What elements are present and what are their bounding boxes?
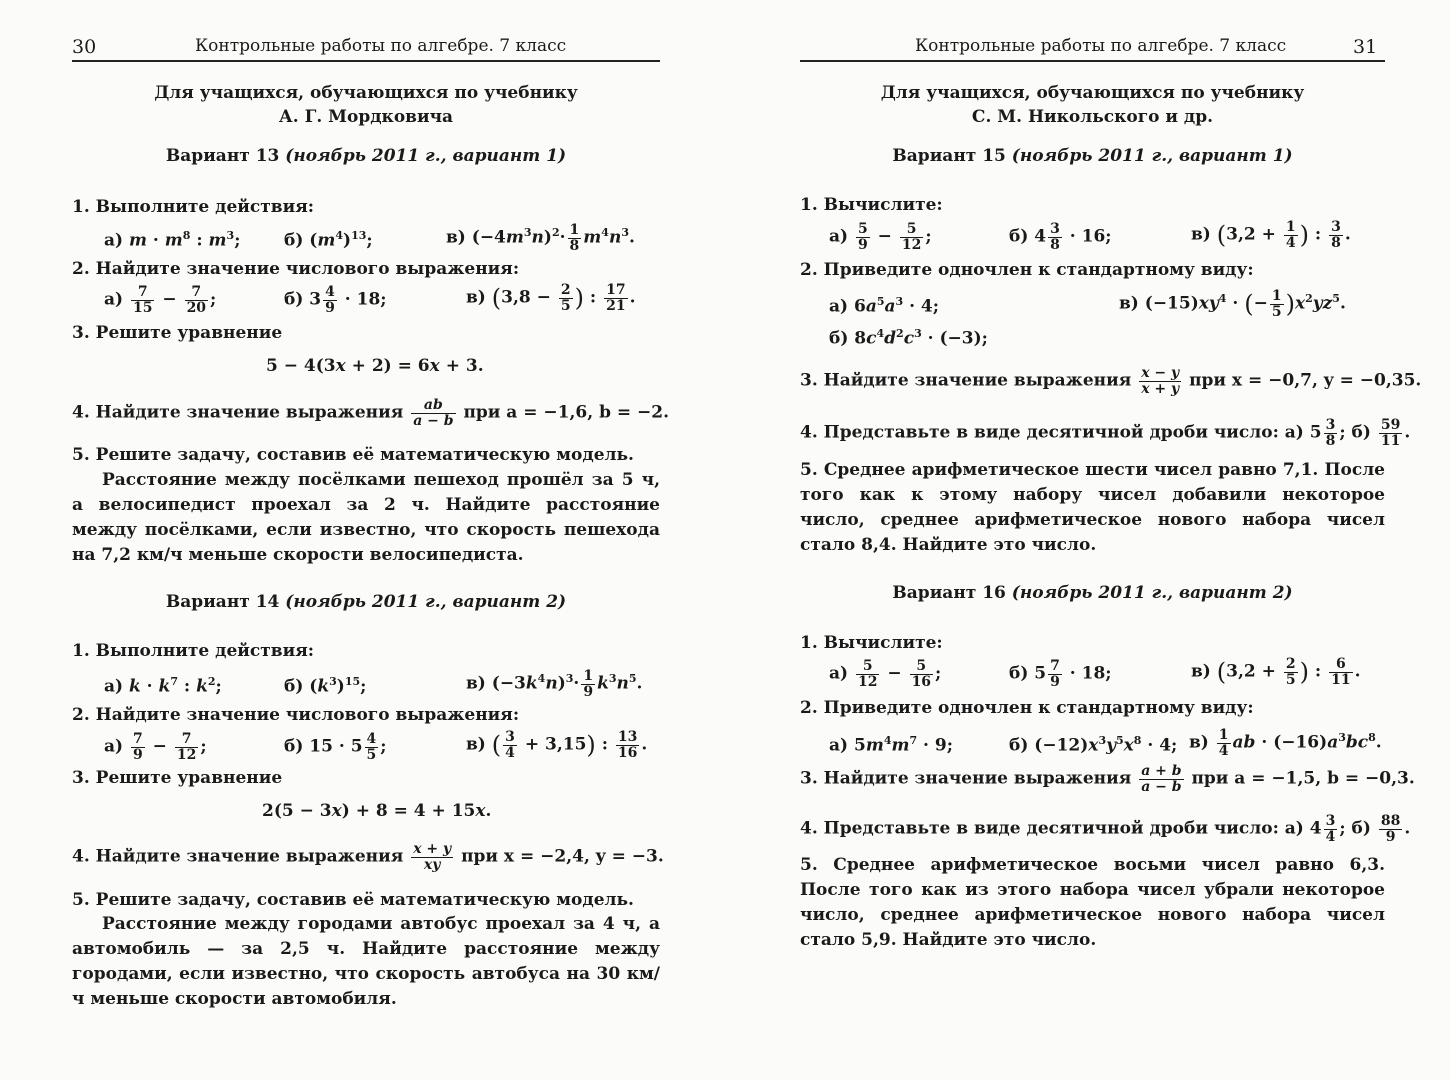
v16-q1: 1. Вычислите: (800, 633, 943, 653)
variant-subtitle: (ноябрь 2011 г., вариант 2) (1011, 583, 1293, 603)
q4-text: 4. Представьте в виде десятичной дроби число: а) (800, 818, 1304, 839)
v15-q1-a: а) $\frac{5}{9}$ − $\frac{5}{12}$ ; (829, 221, 932, 253)
q3-text: 3. Найдите значение выражения (800, 768, 1132, 789)
v14-q2-v: в) ( $\frac{3}{4}$ + 3,15) : $\frac{13}{16}$ . (466, 729, 648, 761)
q4-text: 4. Представьте в виде десятичной дроби число: а) (800, 422, 1304, 443)
variant-13-title (72, 146, 660, 166)
variant-title: Вариант 16 (892, 583, 1006, 603)
heading-line2-right: С. М. Никольского и др. (971, 107, 1214, 127)
page-number-right: 31 (1353, 36, 1378, 58)
v14-q2: 2. Найдите значение числового выражения: (72, 705, 520, 725)
v13-q4 (72, 398, 669, 428)
v14-q4 (72, 842, 664, 872)
variant-title: Вариант 15 (892, 146, 1006, 166)
heading-line1-right: Для учащихся, обучающихся по учебнику (880, 83, 1305, 103)
v13-q1-a: а) $m \cdot m^8$ : $m^3$; (104, 229, 241, 251)
v14-q1: 1. Выполните действия: (72, 641, 315, 661)
v13-q2: 2. Найдите значение числового выражения: (72, 259, 520, 279)
v15-q4: 4. Представьте в виде десятичной дроби число: а) 5 $\frac{3}{8}$ ; б) $\frac{59}{11}$ . (800, 417, 1411, 449)
heading-line1-left: Для учащихся, обучающихся по учебнику (154, 83, 578, 103)
right-page (725, 0, 1450, 1080)
v14-q5-text: Расстояние между городами автобус проехал за 4 ч, а автомобиль — за 2,5 ч. Найдите расстояние между городами, если известно, что скорость автобуса на 30 км/ч меньше скорости автомобиля. (72, 914, 660, 1009)
variant-14-title (72, 592, 660, 612)
v16-q2-a: а) $5m^4m^7 \cdot 9$; (829, 734, 953, 756)
q3-cond: при x = −0,7, y = −0,35. (1189, 370, 1422, 391)
q3-cond: при a = −1,5, b = −0,3. (1191, 768, 1415, 789)
header-rule-right (800, 60, 1385, 62)
variant-title: Вариант 13 (165, 146, 280, 166)
v13-q3-eq: 5 − 4(3x + 2) = 6x + 3. (266, 356, 484, 376)
v16-q1-a: а) $\frac{5}{12}$ − $\frac{5}{16}$ ; (829, 658, 942, 690)
q4-cond: при a = −1,6, b = −2. (463, 402, 670, 423)
q4-fraction: $\frac{ab}{a - b}$ (413, 397, 454, 429)
v15-q2-b: б) $8c^4d^2c^3 \cdot (-3)$; (829, 327, 988, 349)
v15-q2: 2. Приведите одночлен к стандартному виду: (800, 260, 1254, 280)
variant-title: Вариант 14 (165, 592, 280, 612)
q3-fraction: $\frac{x - y}{x + y}$ (1141, 365, 1180, 397)
v16-q2-v: в) $\frac{1}{4}$ ab · $(-16)a^3bc^8$. (1189, 727, 1382, 759)
v16-q4: 4. Представьте в виде десятичной дроби число: а) 4 $\frac{3}{4}$ ; б) $\frac{88}{9}$ . (800, 813, 1411, 845)
v13-q5-text: Расстояние между посёлками пешеход прошёл за 5 ч, а велосипедист проехал за 2 ч. Найдите расстояние между посёлками, если известно, что скорость пешехода на 7,2 км/ч меньше скорости велосипедиста. (72, 470, 660, 565)
v13-q3: 3. Решите уравнение (72, 323, 283, 343)
v15-q1: 1. Вычислите: (800, 195, 943, 215)
v13-q1-v: в) $(-4m^3n)^2\cdot$ $\frac{1}{8}$ $m^4n^3$. (446, 222, 635, 254)
v15-q2-v: в) $(-15)xy^4$ · (− $\frac{1}{5}$ )$x^2yz^5$. (1119, 288, 1346, 320)
v14-q1-v: в) $(-3k^4n)^3\cdot$ $\frac{1}{9}$ $k^3n^5$. (466, 668, 643, 700)
v15-q3 (800, 366, 1421, 396)
running-title-right: Контрольные работы по алгебре. 7 класс (915, 36, 1287, 56)
q4-text: 4. Найдите значение выражения (72, 846, 404, 867)
v13-q2-a: а) $\frac{7}{15}$ − $\frac{7}{20}$ ; (104, 284, 217, 316)
variant-15-title (800, 146, 1385, 166)
v16-q3 (800, 764, 1415, 794)
v13-q1: 1. Выполните действия: (72, 197, 315, 217)
v14-q2-a: а) $\frac{7}{9}$ − $\frac{7}{12}$ ; (104, 731, 207, 763)
q3-text: 3. Найдите значение выражения (800, 370, 1132, 391)
variant-subtitle: (ноябрь 2011 г., вариант 1) (1011, 146, 1293, 166)
v14-q3: 3. Решите уравнение (72, 768, 283, 788)
v14-q1-b: б) $(k^3)^{15}$; (284, 675, 367, 697)
v14-q5: 5. Решите задачу, составив её математическую модель. (72, 890, 634, 910)
running-title-left: Контрольные работы по алгебре. 7 класс (195, 36, 567, 56)
v15-q1-v: в) (3,2 + $\frac{1}{4}$ ) : $\frac{3}{8}$ . (1191, 219, 1351, 251)
heading-line2-left: А. Г. Мордковича (278, 107, 454, 127)
header-rule-left (72, 60, 660, 62)
variant-16-title (800, 583, 1385, 603)
v13-q1-b: б) $(m^4)^{13}$; (284, 229, 373, 251)
v13-q2-v: в) (3,8 − $\frac{2}{5}$ ) : $\frac{17}{21}$ . (466, 282, 636, 314)
q4-cond: при x = −2,4, y = −3. (461, 846, 664, 867)
v14-q1-a: а) $k \cdot k^7$ : $k^2$; (104, 675, 222, 697)
v16-q2-b: б) $(-12)x^3y^5x^8 \cdot 4$; (1009, 734, 1178, 756)
q4-fraction: $\frac{x + y}{xy}$ (413, 841, 452, 873)
v15-q1-b: б) 4 $\frac{3}{8}$ · 16; (1009, 221, 1112, 253)
v13-q5: 5. Решите задачу, составив её математическую модель. (72, 445, 634, 465)
v16-q2: 2. Приведите одночлен к стандартному виду: (800, 698, 1254, 718)
page-number-left: 30 (72, 36, 97, 58)
v13-q2-b: б) 3 $\frac{4}{9}$ · 18; (284, 284, 387, 316)
q4-text: 4. Найдите значение выражения (72, 402, 404, 423)
variant-subtitle: (ноябрь 2011 г., вариант 2) (285, 592, 567, 612)
q3-fraction: $\frac{a + b}{a - b}$ (1141, 763, 1182, 795)
v16-q1-v: в) (3,2 + $\frac{2}{5}$ ) : $\frac{6}{11}$ . (1191, 656, 1361, 688)
v16-q1-b: б) 5 $\frac{7}{9}$ · 18; (1009, 658, 1112, 690)
v16-q5-text: 5. Среднее арифметическое восьми чисел равно 6,3. После того как из этого набора чисел убрали некоторое число, среднее арифметическое нового набора чисел стало 5,9. Найдите это число. (800, 855, 1385, 950)
v15-q5-text: 5. Среднее арифметическое шести чисел равно 7,1. После того как к этому набору чисел добавили некоторое число, среднее арифметическое нового набора чисел стало 8,4. Найдите это число. (800, 460, 1385, 555)
v14-q3-eq: 2(5 − 3x) + 8 = 4 + 15x. (262, 801, 492, 821)
v14-q2-b: б) 15 · 5 $\frac{4}{5}$ ; (284, 731, 387, 763)
v15-q2-a: а) $6a^5a^3 \cdot 4$; (829, 295, 940, 317)
variant-subtitle: (ноябрь 2011 г., вариант 1) (285, 146, 567, 166)
